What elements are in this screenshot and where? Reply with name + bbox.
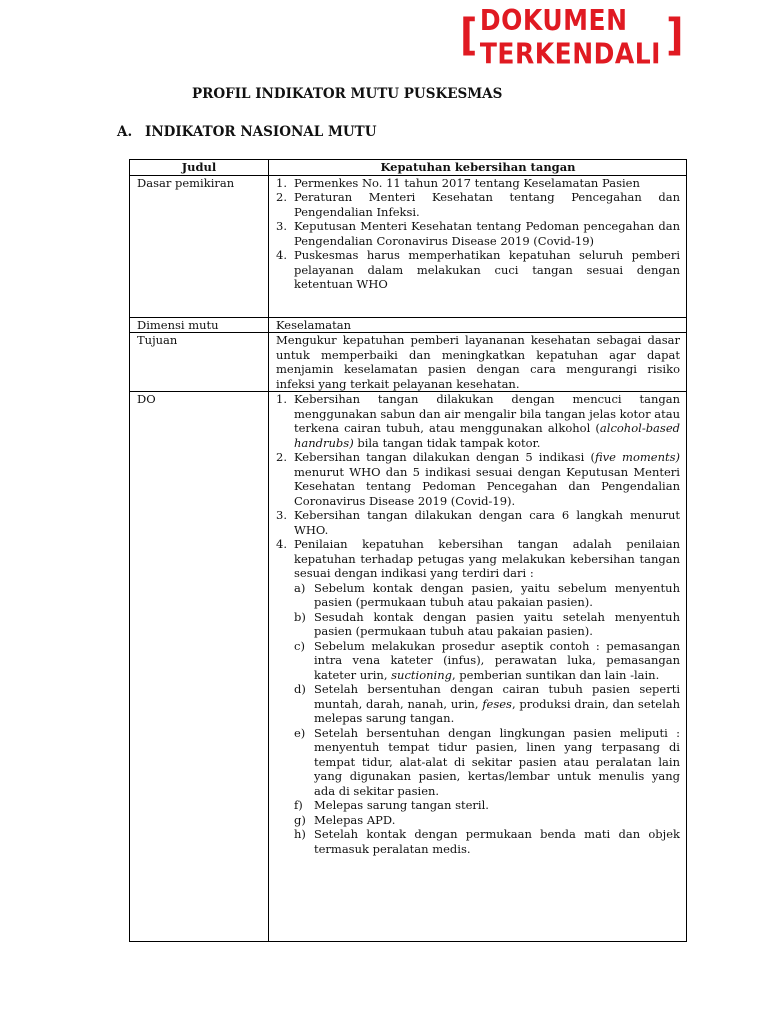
sublist-item: a) Sebelum kontak dengan pasien, yaitu sebelum menyentuh pasien (permukaan tubuh atau pakaian pasien). bbox=[294, 580, 680, 609]
section-number: A. bbox=[117, 124, 133, 140]
value-do bbox=[269, 392, 687, 942]
table-row-dasar-pemikiran bbox=[130, 175, 687, 317]
sublist-item: c) Sebelum melakukan prosedur aseptik contoh : pemasangan intra vena kateter (infus), perawatan luka, pemasangan kateter urin, suctioning, pemberian suntikan dan lain -lain. bbox=[294, 638, 680, 682]
label-dasar-pemikiran: Dasar pemikiran bbox=[130, 175, 269, 317]
value-tujuan: Mengukur kepatuhan pemberi layananan kesehatan sebagai dasar untuk memperbaiki dan meningkatkan kepatuhan agar dapat menjamin keselamatan pasien dengan cara mengurangi risiko infeksi yang terkait pelayanan kesehatan. bbox=[269, 333, 687, 392]
stamp-bracket-left: [ bbox=[460, 9, 478, 60]
header-indicator-title: Kepatuhan kebersihan tangan bbox=[269, 160, 687, 176]
label-dimensi-mutu: Dimensi mutu bbox=[130, 317, 269, 333]
sublist-item: e) Setelah bersentuhan dengan lingkungan pasien meliputi : menyentuh tempat tidur pasien, linen yang terpasang di tempat tidur, alat-alat di sekitar pasien atau peralatan lain yang digunakan pasien, kertas/lembar untuk menulis yang ada di sekitar pasien. bbox=[294, 725, 680, 798]
section-title: INDIKATOR NASIONAL MUTU bbox=[145, 124, 377, 140]
list-item: 4. Puskesmas harus memperhatikan kepatuhan seluruh pemberi pelayanan dalam melakukan cuci tangan sesuai dengan ketentuan WHO bbox=[276, 248, 680, 291]
document-control-stamp bbox=[460, 3, 684, 71]
page-title: PROFIL INDIKATOR MUTU PUSKESMAS bbox=[192, 86, 503, 102]
do-list bbox=[276, 392, 680, 856]
label-do: DO bbox=[130, 392, 269, 942]
list-item: 1. Kebersihan tangan dilakukan dengan mencuci tangan menggunakan sabun dan air mengalir bila tangan jelas kotor atau terkena cairan tubuh, atau menggunakan alkohol (alcohol-based handrubs) bila tangan tidak tampak kotor. bbox=[276, 392, 680, 450]
label-tujuan: Tujuan bbox=[130, 333, 269, 392]
table-header-row bbox=[130, 160, 687, 176]
list-item: 4. Penilaian kepatuhan kebersihan tangan adalah penilaian kepatuhan terhadap petugas yang melakukan kebersihan tangan sesuai dengan indikasi yang terdiri dari : a) Sebelum kontak dengan pasien, yaitu sebelum menyentuh pasien (permukaan tubuh atau pakaian pasien). b) Sesudah kontak dengan pasien yaitu setelah menyentuh pasien (permukaan tubuh atau pakaian pasien). c) Sebelum melakukan prosedur aseptik contoh : pemasangan intra vena kateter (infus), perawatan luka, pemasangan kateter urin, suctioning, pemberian suntikan dan lain -lain. d) Setelah bersentuhan dengan cairan tubuh pasien seperti muntah, darah, nanah, urin, feses, produksi drain, dan setelah melepas sarung tangan. e) Setelah bersentuhan dengan lingkungan pasien meliputi : menyentuh tempat tidur pasien, linen yang terpasang di tempat tidur, alat-alat di sekitar pasien atau peralatan lain yang digunakan pasien, kertas/lembar untuk menulis yang ada di sekitar pasien. f) Melepas sarung tangan steril. g) Melepas APD. h) Setelah kontak dengan permukaan benda mati dan objek termasuk peralatan medis. bbox=[276, 537, 681, 856]
value-dasar-pemikiran bbox=[269, 175, 687, 317]
section-heading bbox=[117, 124, 377, 140]
list-item: 2. Peraturan Menteri Kesehatan tentang Pencegahan dan Pengendalian Infeksi. bbox=[276, 190, 680, 219]
header-judul: Judul bbox=[130, 160, 269, 176]
sublist-item: g) Melepas APD. bbox=[294, 812, 396, 827]
indicator-profile-table bbox=[129, 159, 687, 942]
table-row-do bbox=[130, 392, 687, 942]
list-item: 2. Kebersihan tangan dilakukan dengan 5 indikasi (five moments) menurut WHO dan 5 indikasi sesuai dengan Keputusan Menteri Kesehatan tentang Pedoman Pencegahan dan Pengendalian Coronavirus Disease 2019 (Covid-19). bbox=[276, 450, 681, 508]
dasar-list bbox=[276, 176, 680, 292]
indication-sublist bbox=[294, 581, 680, 857]
sublist-item: f) Melepas sarung tangan steril. bbox=[294, 798, 489, 812]
stamp-text: DOKUMEN TERKENDALI bbox=[479, 3, 661, 71]
value-dimensi-mutu: Keselamatan bbox=[269, 317, 687, 333]
table-row-tujuan bbox=[130, 333, 687, 392]
list-item: 3. Keputusan Menteri Kesehatan tentang Pedoman pencegahan dan Pengendalian Coronavirus Disease 2019 (Covid-19) bbox=[276, 219, 680, 248]
sublist-item: d) Setelah bersentuhan dengan cairan tubuh pasien seperti muntah, darah, nanah, urin, feses, produksi drain, dan setelah melepas sarung tangan. bbox=[294, 682, 681, 725]
sublist-item: b) Sesudah kontak dengan pasien yaitu setelah menyentuh pasien (permukaan tubuh atau pakaian pasien). bbox=[294, 609, 680, 638]
stamp-bracket-right: ] bbox=[666, 9, 684, 60]
table-row-dimensi-mutu bbox=[130, 317, 687, 333]
list-item: 1. Permenkes No. 11 tahun 2017 tentang Keselamatan Pasien bbox=[276, 175, 640, 190]
list-item: 3. Kebersihan tangan dilakukan dengan cara 6 langkah menurut WHO. bbox=[276, 508, 680, 537]
sublist-item: h) Setelah kontak dengan permukaan benda mati dan objek termasuk peralatan medis. bbox=[294, 827, 680, 856]
